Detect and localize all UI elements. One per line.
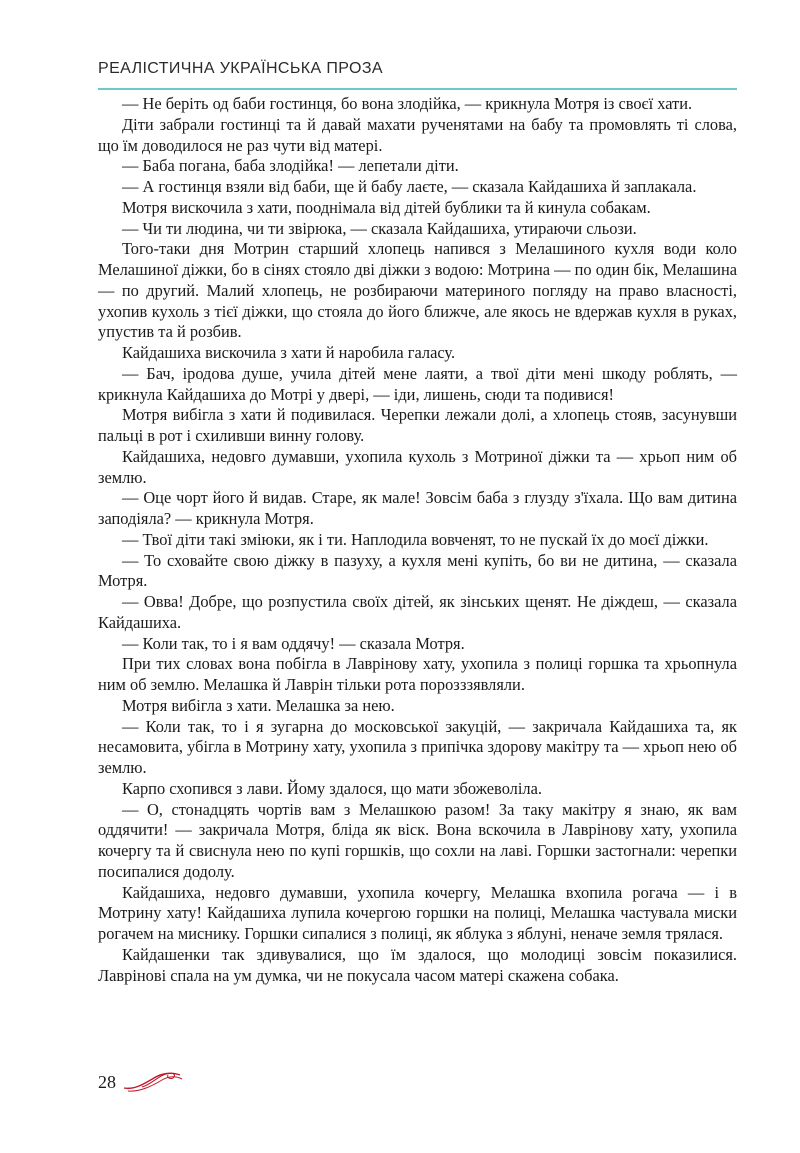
paragraph: — Оце чорт його й видав. Старе, як мале! Зовсім баба з глузду з'їхала. Що вам дитина заподіяла? — крикнула Мотря. <box>98 488 737 528</box>
paragraph: — О, стонадцять чортів вам з Мелашкою разом! За таку макітру я знаю, як вам оддячити! — закричала Мотря, бліда як віск. Вона вскочила в Лаврінову хату, ухопила кочергу та й свиснула нею по купі горшків, що сохли на лаві. Горшки застогнали: черепки посипалися додолу. <box>98 799 737 881</box>
flourish-ornament-icon <box>122 1066 184 1094</box>
paragraph: Карпо схопився з лави. Йому здалося, що мати збожеволіла. <box>122 778 542 798</box>
paragraph: — Овва! Добре, що розпустила своїх дітей, як зінських щенят. Не діждеш, — сказала Кайдашиха. <box>98 592 737 632</box>
header-divider <box>98 88 737 90</box>
paragraph: Діти забрали гостинці та й давай махати рученятами на бабу та промовлять ті слова, що їм доводилося не раз чути від матері. <box>98 114 737 155</box>
paragraph: — Коли так, то і я вам оддячу! — сказала Мотря. <box>122 633 465 653</box>
paragraph: — Твої діти такі зміюки, як і ти. Наплодила вовченят, то не пускай їх до моєї діжки. <box>122 529 709 549</box>
paragraph: — То сховайте свою діжку в пазуху, а кухля мені купіть, бо ви не дитина, — сказала Мотря. <box>98 550 737 591</box>
paragraph: — Бач, іродова душе, учила дітей мене лаяти, а твої діти мені шкоду роблять, — крикнула Кайдашиха до Мотрі у двері, — іди, лишень, сюди та подивися! <box>98 363 737 404</box>
page-number: 28 <box>98 1072 116 1092</box>
paragraph: — Баба погана, баба злодійка! — лепетали діти. <box>122 156 459 176</box>
paragraph: — А гостинця взяли від баби, ще й бабу лаєте, — сказала Кайдашиха й заплакала. <box>122 177 697 196</box>
paragraph: Кайдашенки так здивувалися, що їм здалося, що молодиці зовсім показилися. Лаврінові спала на ум думка, чи не покусала часом матері скажена собака. <box>98 944 737 985</box>
paragraph: Мотря вискочила з хати, пооднімала від дітей бублики та й кинула собакам. <box>122 197 651 217</box>
paragraph: — Коли так, то і я зугарна до московської закуцій, — закричала Кайдашиха та, як несамовита, убігла в Мотрину хату, ухопила з припічка здорову макітру та — хрьоп нею об землю. <box>98 716 737 777</box>
paragraph: При тих словах вона побігла в Лаврінову хату, ухопила з полиці горшка та хрьопнула ним об землю. Мелашка й Лаврін тільки рота порозззявляли. <box>98 654 737 694</box>
paragraph: Кайдашиха вискочила з хати й наробила галасу. <box>122 343 456 362</box>
running-header: РЕАЛІСТИЧНА УКРАЇНСЬКА ПРОЗА <box>98 60 383 77</box>
paragraph: — Чи ти людина, чи ти звірюка, — сказала Кайдашиха, утираючи сльози. <box>122 218 637 238</box>
paragraph: — Не беріть од баби гостинця, бо вона злодійка, — крикнула Мотря із своєї хати. <box>122 94 693 113</box>
main-text <box>98 94 737 986</box>
paragraph: Мотря вибігла з хати й подивилася. Черепки лежали долі, а хлопець стояв, засунувши пальці в рот і схиливши винну голову. <box>98 405 737 445</box>
paragraph: Мотря вибігла з хати. Мелашка за нею. <box>122 695 395 715</box>
paragraph: Кайдашиха, недовго думавши, ухопила кочергу, Мелашка вхопила рогача — і в Мотрину хату! Кайдашиха лупила кочергою горшки на полиці, Мелашка частувала миски рогачем на миснику. Горшки сипалися з полиці, як яблука з яблуні, неначе земля трялася. <box>98 882 737 943</box>
paragraph: Кайдашиха, недовго думавши, ухопила кухоль з Мотриної діжки та — хрьоп ним об землю. <box>98 446 737 487</box>
paragraph: Того-таки дня Мотрин старший хлопець напився з Мелашиного кухля води коло Мелашиної діжки, бо в сінях стояло дві діжки з водою: Мотрина — по один бік, Мелашина — по другий. Малий хлопець, не розбираючи материного погляду на право власності, ухопив кухоль з тієї діжки, що стояла до його ближче, але якось не вдержав кухля в руках, упустив та й розбив. <box>98 239 737 342</box>
